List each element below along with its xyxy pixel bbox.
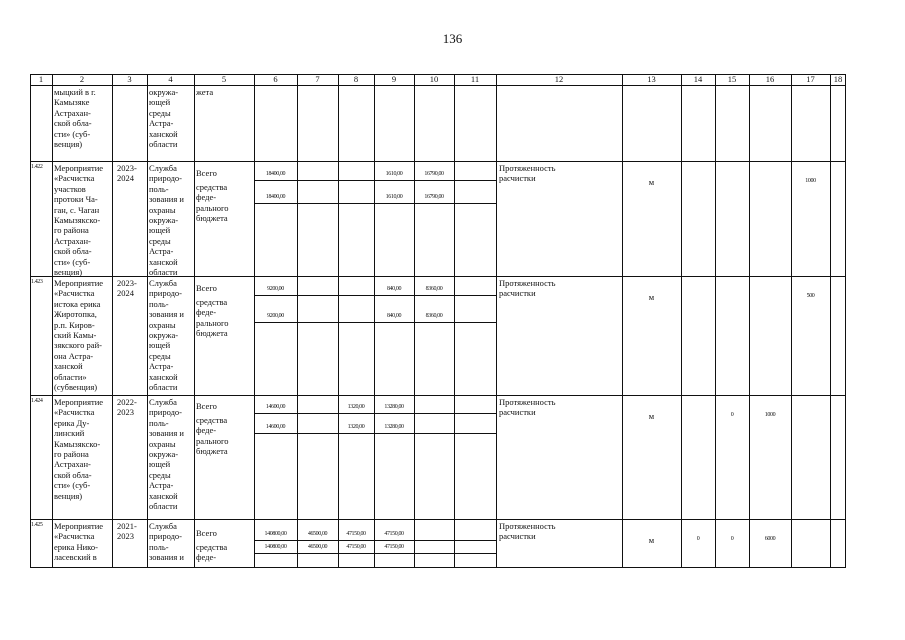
subrow-rule — [374, 540, 414, 541]
executor-line: среды — [149, 235, 171, 246]
executor-line: зования и — [149, 552, 184, 563]
funding-source-line: феде- — [196, 552, 217, 563]
subrow-rule — [254, 295, 297, 296]
measure-name-line: Астрахан- — [54, 459, 91, 470]
indicator-name-line: расчистки — [499, 531, 536, 542]
column-rule — [112, 74, 113, 568]
indicator-name-line: Протяженность — [499, 521, 556, 531]
measure-name-line: го района — [54, 225, 89, 236]
executor-line: поль- — [149, 298, 169, 309]
subrow-rule — [374, 203, 414, 204]
executor-line: Астра- — [149, 246, 174, 257]
executor-line: окружа- — [149, 449, 179, 459]
executor-line: среды — [149, 469, 171, 480]
amount-federal: 46500,00 — [307, 544, 328, 550]
executor-line: среды — [149, 107, 171, 118]
subrow-rule — [254, 180, 297, 181]
period-line: 2022- — [117, 397, 137, 407]
measure-name-line: венция) — [54, 139, 83, 149]
amount-federal: 13280,00 — [384, 424, 404, 430]
column-number-18: 18 — [833, 74, 843, 84]
funding-total-label: Всего — [196, 401, 217, 411]
amount-total: 1320,00 — [347, 404, 365, 410]
subrow-rule — [414, 295, 454, 296]
executor-line: ханской — [149, 256, 178, 267]
subrow-rule — [454, 413, 496, 414]
measure-name-line: ласевский в — [54, 552, 97, 563]
funding-source-line: рального — [196, 317, 229, 328]
measure-name-line: Мероприятие — [54, 163, 104, 173]
column-number-17: 17 — [806, 74, 815, 84]
measure-name-line: венция) — [54, 490, 83, 501]
measure-name-line: Камызякско- — [54, 438, 101, 449]
column-number-3: 3 — [127, 74, 132, 84]
executor-line: ханской — [149, 490, 178, 501]
indicator-name-line: Протяженность — [499, 163, 556, 173]
column-rule — [681, 74, 682, 568]
header-bottom-rule — [30, 85, 846, 86]
indicator-name-line: Протяженность — [499, 278, 556, 288]
subrow-rule — [297, 180, 338, 181]
column-rule — [496, 74, 497, 568]
executor-line: природо- — [149, 531, 183, 542]
unit-of-measure: м — [648, 535, 655, 545]
measure-name-line: «Расчистка — [54, 288, 95, 299]
subrow-rule — [297, 553, 338, 554]
executor-line: зования и — [149, 309, 184, 320]
subrow-rule — [414, 413, 454, 414]
subrow-rule — [414, 433, 454, 434]
measure-name-line: протоки Ча- — [54, 194, 98, 205]
period-line: 2023 — [117, 407, 134, 418]
amount-federal: 9200,00 — [267, 313, 284, 319]
indicator-value: 500 — [806, 293, 815, 299]
measure-name-line: «Расчистка — [54, 531, 95, 542]
table-bottom-border — [30, 567, 846, 568]
column-number-9: 9 — [391, 74, 397, 84]
executor-line: Астра- — [149, 118, 174, 129]
column-rule — [791, 74, 792, 568]
subrow-rule — [414, 540, 454, 541]
amount-total: 47150,00 — [384, 531, 404, 537]
amount-federal: 16790,00 — [424, 194, 444, 200]
column-number-5: 5 — [221, 74, 227, 84]
measure-name-line: «Расчистка — [54, 407, 95, 418]
executor-line: области — [149, 139, 178, 149]
column-rule — [147, 74, 148, 568]
executor-line: ющей — [149, 225, 171, 236]
measure-name-line: она Астра- — [54, 350, 94, 361]
amount-total: 14600,00 — [265, 404, 286, 410]
measure-name-line: (субвенция) — [54, 382, 98, 392]
subrow-rule — [297, 295, 338, 296]
measure-name-line: р.п. Киров- — [54, 319, 95, 330]
funding-source-line: средства — [196, 182, 228, 192]
amount-total: 9200,00 — [267, 286, 284, 292]
unit-of-measure: м — [648, 292, 655, 302]
executor-line: ханской — [149, 128, 178, 139]
column-rule — [194, 74, 195, 568]
column-rule — [622, 74, 623, 568]
column-rule — [374, 74, 375, 568]
amount-federal: 1610,00 — [385, 194, 403, 200]
executor-line: природо- — [149, 288, 183, 299]
measure-name-line: ерика Ду- — [54, 417, 90, 428]
subrow-rule — [454, 553, 496, 554]
measure-name-line: Мероприятие — [54, 521, 104, 531]
column-number-11: 11 — [470, 74, 480, 84]
measure-name-line: го района — [54, 449, 89, 459]
executor-line: окружа- — [149, 330, 179, 340]
executor-line: области — [149, 501, 178, 511]
subrow-rule — [297, 540, 338, 541]
executor-line: охраны — [149, 319, 176, 330]
subrow-rule — [454, 203, 496, 204]
column-number-6: 6 — [273, 74, 278, 84]
subrow-rule — [254, 553, 297, 554]
row-id: 1.422 — [31, 164, 43, 170]
subrow-rule — [374, 413, 414, 414]
subrow-rule — [297, 322, 338, 323]
subrow-rule — [338, 433, 374, 434]
amount-federal: 1320,00 — [347, 424, 365, 430]
column-rule — [30, 74, 31, 568]
executor-line: Астра- — [149, 361, 174, 372]
funding-source-line: рального — [196, 202, 229, 213]
subrow-rule — [374, 295, 414, 296]
column-rule — [749, 74, 750, 568]
amount-total: 16790,00 — [424, 171, 444, 177]
measure-name-line: Мероприятие — [54, 278, 104, 288]
indicator-name-line: расчистки — [499, 288, 536, 299]
indicator-value: 1000 — [805, 178, 816, 184]
amount-total: 13280,00 — [384, 404, 404, 410]
subrow-rule — [374, 322, 414, 323]
executor-line: природо- — [149, 407, 183, 418]
subrow-rule — [254, 540, 297, 541]
executor-line: окружа- — [149, 87, 179, 97]
column-rule — [715, 74, 716, 568]
subrow-rule — [454, 540, 496, 541]
column-rule — [52, 74, 53, 568]
row-separator — [30, 161, 846, 162]
measure-name-line: области» — [54, 371, 87, 382]
subrow-rule — [338, 203, 374, 204]
funding-source-line: бюджета — [196, 328, 228, 339]
period-line: 2021- — [117, 521, 137, 531]
executor-line: зования и — [149, 428, 184, 439]
period-line: 2023- — [117, 278, 137, 288]
amount-federal: 840,00 — [386, 313, 402, 319]
column-number-10: 10 — [429, 74, 439, 84]
subrow-rule — [338, 540, 374, 541]
column-number-15: 15 — [727, 74, 737, 84]
subrow-rule — [414, 322, 454, 323]
measure-name-line: ерика Нико- — [54, 541, 98, 552]
subrow-rule — [338, 413, 374, 414]
column-number-8: 8 — [353, 74, 359, 84]
column-number-2: 2 — [79, 74, 85, 84]
column-rule — [297, 74, 298, 568]
measure-name-line: Жиротопка, — [54, 309, 97, 320]
funding-source-line: средства — [196, 542, 228, 552]
executor-line: поль- — [149, 183, 169, 194]
executor-line: ющей — [149, 340, 171, 351]
row-separator — [30, 395, 846, 396]
funding-source-line: бюджета — [196, 213, 228, 224]
amount-total: 18400,00 — [265, 171, 286, 177]
column-rule — [454, 74, 455, 568]
executor-line: охраны — [149, 204, 176, 215]
indicator-value: 1000 — [764, 412, 776, 418]
funding-total-label: Всего — [196, 528, 217, 538]
subrow-rule — [374, 553, 414, 554]
measure-name-line: Астрахан- — [54, 235, 91, 246]
subrow-rule — [338, 180, 374, 181]
measure-name-line: мыцкий в г. — [54, 87, 96, 97]
subrow-rule — [414, 180, 454, 181]
row-separator — [30, 519, 846, 520]
row-id: 1.425 — [31, 522, 43, 528]
measure-name-line: участков — [54, 183, 86, 194]
row-id: 1.424 — [31, 398, 43, 404]
subrow-rule — [454, 295, 496, 296]
funding-source-line: бюджета — [196, 446, 228, 457]
amount-total: 1610,00 — [385, 171, 403, 177]
subrow-rule — [338, 553, 374, 554]
subrow-rule — [374, 433, 414, 434]
subrow-rule — [338, 295, 374, 296]
executor-line: окружа- — [149, 215, 179, 225]
column-number-7: 7 — [315, 74, 320, 84]
indicator-name-line: Протяженность — [499, 397, 556, 407]
column-number-13: 13 — [647, 74, 656, 84]
column-rule — [414, 74, 415, 568]
measure-name-line: зякского рай- — [54, 340, 102, 351]
measure-name-line: Камызякско- — [54, 215, 101, 225]
budget-table — [30, 74, 846, 568]
column-rule — [845, 74, 846, 568]
amount-federal: 14600,00 — [265, 424, 286, 430]
measure-name-line: Астрахан- — [54, 107, 91, 118]
funding-source-line: средства — [196, 415, 228, 425]
indicator-value: 0 — [696, 536, 700, 542]
amount-total: 47150,00 — [346, 531, 366, 537]
subrow-rule — [454, 433, 496, 434]
executor-line: среды — [149, 350, 171, 361]
executor-line: области — [149, 382, 178, 392]
measure-name-line: Камызяке — [54, 97, 90, 108]
measure-name-line: Мероприятие — [54, 397, 104, 407]
measure-name-line: «Расчистка — [54, 173, 95, 184]
funding-source-line: рального — [196, 435, 229, 446]
executor-line: Служба — [149, 278, 177, 288]
executor-line: зования и — [149, 194, 184, 205]
row-id: 1.423 — [31, 279, 43, 285]
executor-line: ханской — [149, 371, 178, 382]
executor-line: ющей — [149, 97, 171, 108]
subrow-rule — [414, 203, 454, 204]
column-number-12: 12 — [554, 74, 564, 84]
funding-total-label: Всего — [196, 168, 217, 178]
executor-line: Служба — [149, 163, 177, 173]
subrow-rule — [254, 203, 297, 204]
subrow-rule — [414, 553, 454, 554]
amount-federal: 47150,00 — [346, 544, 366, 550]
executor-line: поль- — [149, 417, 169, 428]
column-number-4: 4 — [168, 74, 173, 84]
subrow-rule — [297, 433, 338, 434]
amount-federal: 18400,00 — [265, 194, 286, 200]
measure-name-line: истока ерика — [54, 298, 101, 309]
measure-name-line: ской обла- — [54, 469, 92, 480]
subrow-rule — [254, 322, 297, 323]
amount-federal: 47150,00 — [384, 544, 404, 550]
funding-source-line: средства — [196, 297, 228, 307]
amount-total: 840,00 — [386, 286, 402, 292]
measure-name-line: ханской — [54, 361, 83, 372]
executor-line: ющей — [149, 459, 171, 470]
column-number-16: 16 — [765, 74, 775, 84]
measure-name-line: ской обла- — [54, 246, 92, 257]
measure-name-line: ской обла- — [54, 118, 92, 129]
subrow-rule — [338, 322, 374, 323]
measure-name-line: сти» (суб- — [54, 256, 91, 267]
subrow-rule — [454, 180, 496, 181]
column-rule — [830, 74, 831, 568]
executor-line: Служба — [149, 521, 177, 531]
amount-total: 8360,00 — [425, 286, 443, 292]
executor-line: природо- — [149, 173, 183, 184]
period-line: 2024 — [117, 288, 134, 299]
measure-name-line: сти» (суб- — [54, 480, 91, 491]
period-line: 2023 — [117, 531, 134, 542]
funding-source-line: феде- — [196, 192, 217, 203]
unit-of-measure: м — [648, 177, 655, 187]
subrow-rule — [254, 433, 297, 434]
period-line: 2023- — [117, 163, 137, 173]
indicator-value: 0 — [730, 536, 734, 542]
executor-line: области — [149, 267, 178, 277]
unit-of-measure: м — [648, 411, 655, 421]
funding-source-line: жета — [196, 87, 214, 97]
measure-name-line: венция) — [54, 267, 83, 277]
executor-line: поль- — [149, 541, 169, 552]
measure-name-line: линский — [54, 428, 85, 439]
subrow-rule — [254, 413, 297, 414]
indicator-name-line: расчистки — [499, 173, 536, 184]
indicator-value: 6000 — [764, 536, 776, 542]
funding-source-line: феде- — [196, 425, 217, 436]
measure-name-line: сти» (суб- — [54, 128, 91, 139]
measure-name-line: ский Камы- — [54, 330, 97, 340]
indicator-value: 0 — [730, 412, 734, 418]
subrow-rule — [454, 322, 496, 323]
column-rule — [254, 74, 255, 568]
amount-total: 140800,00 — [264, 531, 287, 537]
amount-federal: 8360,00 — [425, 313, 443, 319]
measure-name-line: ган, с. Чаган — [54, 204, 100, 215]
executor-line: Служба — [149, 397, 177, 407]
column-rule — [338, 74, 339, 568]
amount-total: 46500,00 — [307, 531, 328, 537]
amount-federal: 140800,00 — [264, 544, 287, 550]
indicator-name-line: расчистки — [499, 407, 536, 418]
page-number: 136 — [442, 31, 463, 46]
funding-total-label: Всего — [196, 283, 217, 293]
column-number-1: 1 — [38, 74, 44, 84]
funding-source-line: феде- — [196, 307, 217, 318]
period-line: 2024 — [117, 173, 134, 184]
subrow-rule — [297, 203, 338, 204]
executor-line: Астра- — [149, 480, 174, 491]
subrow-rule — [374, 180, 414, 181]
executor-line: охраны — [149, 438, 176, 449]
column-number-14: 14 — [693, 74, 703, 84]
subrow-rule — [297, 413, 338, 414]
